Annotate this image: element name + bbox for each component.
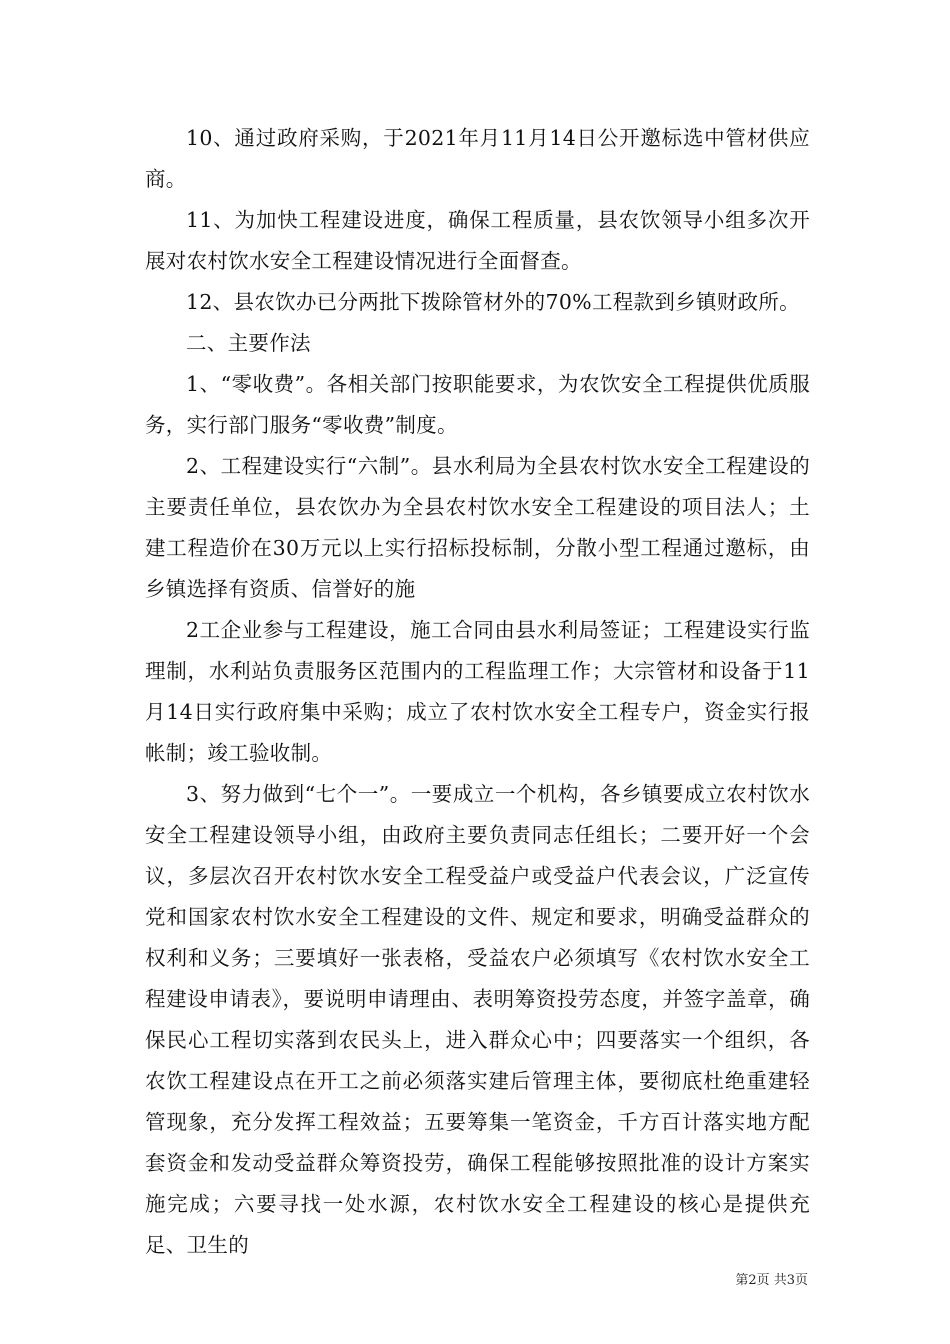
- paragraph-six-systems: 2、工程建设实行“六制”。县水利局为全县农村饮水安全工程建设的主要责任单位，县农饮办为全县农村饮水安全工程建设的项目法人；土建工程造价在30万元以上实行招标投标制，分散小型工程通过邀标，由乡镇选择有资质、信誉好的施: [145, 454, 810, 601]
- paragraph-12: 12、县农饮办已分两批下拨除管材外的70%工程款到乡镇财政所。: [186, 290, 800, 314]
- paragraph-construction-continued: 2工企业参与工程建设，施工合同由县水利局签证；工程建设实行监理制，水利站负责服务区范围内的工程监理工作；大宗管材和设备于11月14日实行政府集中采购；成立了农村饮水安全工程专户，资金实行报帐制；竣工验收制。: [145, 618, 810, 765]
- document-body: [145, 118, 810, 1266]
- paragraph-10: 10、通过政府采购，于2021年月11月14日公开邀标选中管材供应商。: [145, 126, 810, 191]
- paragraph-seven-ones: 3、努力做到“七个一”。一要成立一个机构，各乡镇要成立农村饮水安全工程建设领导小组，由政府主要负责同志任组长；二要开好一个会议，多层次召开农村饮水安全工程受益户或受益户代表会议，广泛宣传党和国家农村饮水安全工程建设的文件、规定和要求，明确受益群众的权利和义务；三要填好一张表格，受益农户必须填写《农村饮水安全工程建设申请表》，要说明申请理由、表明筹资投劳态度，并签字盖章，确保民心工程切实落到农民头上，进入群众心中；四要落实一个组织，各农饮工程建设点在开工之前必须落实建后管理主体，要彻底杜绝重建轻管现象，充分发挥工程效益；五要筹集一笔资金，千方百计落实地方配套资金和发动受益群众筹资投劳，确保工程能够按照批准的设计方案实施完成；六要寻找一处水源，农村饮水安全工程建设的核心是提供充足、卫生的: [145, 782, 810, 1257]
- section-heading-main-practices: 二、主要作法: [186, 331, 311, 355]
- page-number-footer: 第2页 共3页: [735, 1273, 808, 1288]
- paragraph-zero-fee: 1、“零收费”。各相关部门按职能要求，为农饮安全工程提供优质服务，实行部门服务“零收费”制度。: [145, 372, 810, 437]
- paragraph-11: 11、为加快工程建设进度，确保工程质量，县农饮领导小组多次开展对农村饮水安全工程建设情况进行全面督查。: [145, 208, 810, 273]
